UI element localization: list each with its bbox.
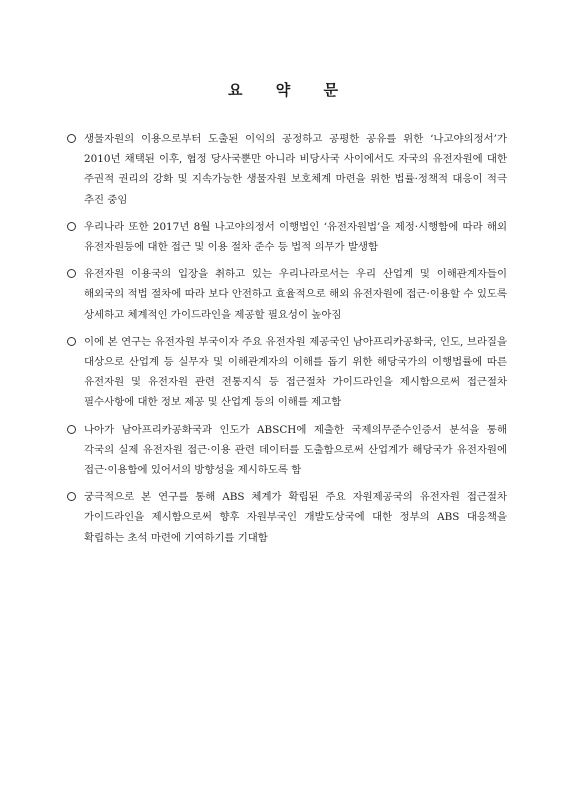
list-item [67,332,507,413]
list-item-text: 우리나라 또한 2017년 8월 나고야의정서 이행법인 ‘유전자원법’을 제정·시행함에 따라 해외 유전자원등에 대한 접근 및 이용 절차 준수 등 법적 의무가 발생함 [84,220,507,254]
summary-list [67,129,507,555]
list-item [67,129,507,210]
list-item-text: 궁극적으로 본 연구를 통해 ABS 체계가 확립된 주요 자원제공국의 유전자원 접근절차 가이드라인을 제시함으로써 향후 자원부국인 개발도상국에 대한 정부의 ABS 대응책을 확립하는 초석 마련에 기여하기를 기대함 [84,491,507,544]
list-item-text: 생물자원의 이용으로부터 도출된 이익의 공정하고 공평한 공유를 위한 ‘나고야의정서’가 2010년 채택된 이후, 협정 당사국뿐만 아니라 비당사국 사이에서도 자국의 유전자원에 대한 주권적 권리의 강화 및 지속가능한 생물자원 보호체계 마련을 위한 법률·정책적 대응이 적극 추진 중임 [84,133,507,206]
circle-bullet-icon [67,425,76,434]
circle-bullet-icon [67,134,76,143]
list-item-text: 나아가 남아프리카공화국과 인도가 ABSCH에 제출한 국제의무준수인증서 분석을 통해 각국의 실제 유전자원 접근·이용 관련 데이터를 도출함으로써 산업계가 해당국가 유전자원에 접근·이용함에 있어서의 방향성을 제시하도록 함 [84,423,507,477]
list-item-text: 이에 본 연구는 유전자원 부국이자 주요 유전자원 제공국인 남아프리카공화국, 인도, 브라질을 대상으로 산업계 등 실무자 및 이해관계자의 이해를 돕기 위한 해당국가의 이행법률에 따른 유전자원 및 유전자원 관련 전통지식 등 접근절차 가이드라인을 제시함으로써 접근절차 필수사항에 대한 정보 제공 및 산업계 등의 이해를 제고함 [84,335,507,409]
circle-bullet-icon [67,222,76,231]
list-item [67,217,507,257]
list-item [67,487,507,548]
list-item [67,420,507,481]
page-title: 요 약 문 [228,81,352,99]
circle-bullet-icon [67,269,76,278]
list-item [67,264,507,325]
list-item-text: 유전자원 이용국의 입장을 취하고 있는 우리나라로서는 우리 산업계 및 이해관계자들이 해외국의 적법 절차에 따라 보다 안전하고 효율적으로 해외 유전자원에 접근·이용할 수 있도록 상세하고 체계적인 가이드라인을 제공할 필요성이 높아짐 [84,268,507,321]
circle-bullet-icon [67,492,76,501]
circle-bullet-icon [67,337,76,346]
